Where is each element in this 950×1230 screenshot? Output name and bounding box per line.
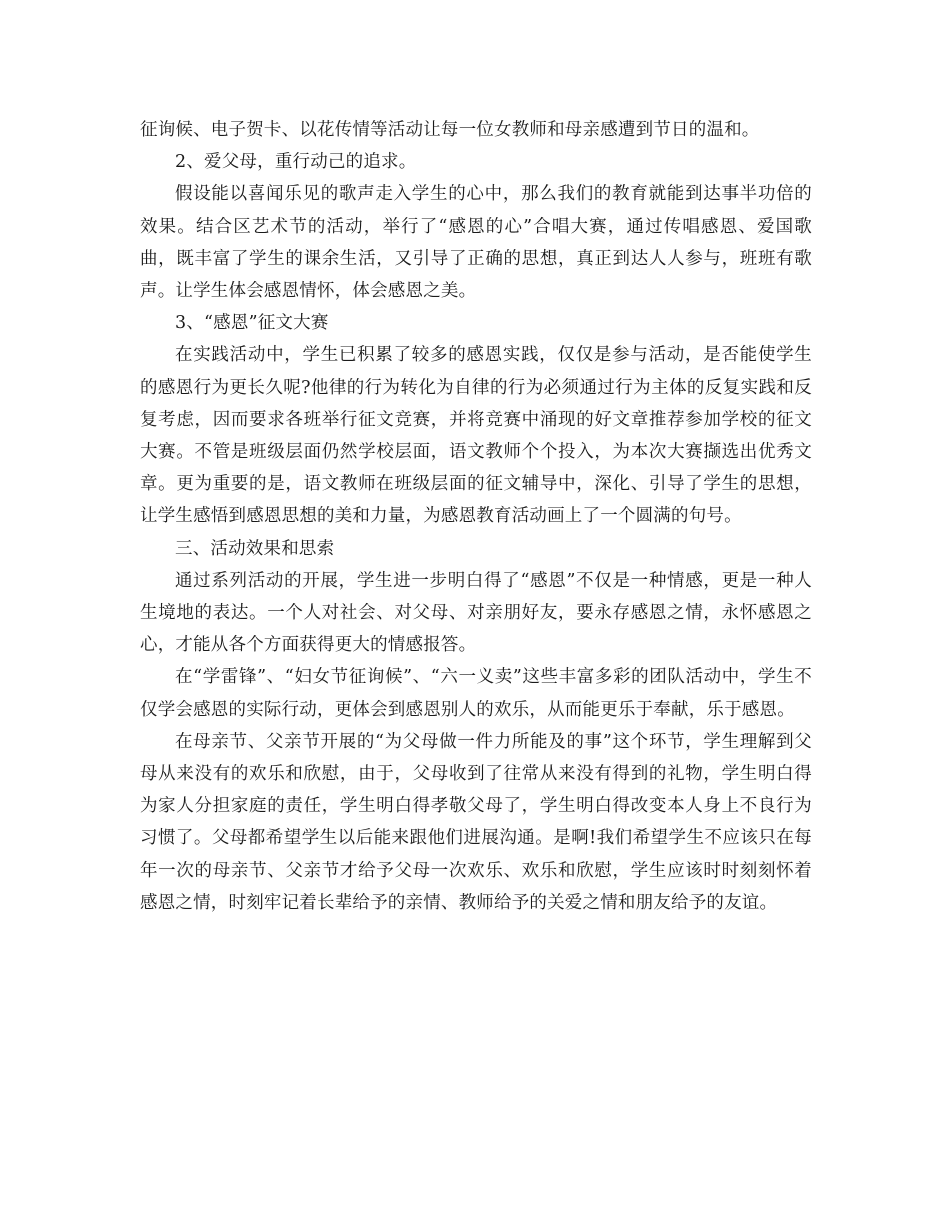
paragraph: 在母亲节、父亲节开展的“为父母做一件力所能及的事”这个环节，学生理解到父母从来没有的欢乐和欣慰，由于，父母收到了往常从来没有得到的礼物，学生明白得为家人分担家庭的责任，学生明白得孝敬父母了，学生明白得改变本人身上不良行为习惯了。父母都希望学生以后能来跟他们进展沟通。是啊!我们希望学生不应该只在每年一次的母亲节、父亲节才给予父母一次欢乐、欢乐和欣慰，学生应该时时刻刻怀着感恩之情，时刻牢记着长辈给予的亲情、教师给予的关爱之情和朋友给予的友谊。	[140, 731, 812, 913]
paragraph: 假设能以喜闻乐见的歌声走入学生的心中，那么我们的教育就能到达事半功倍的效果。结合区艺术节的活动，举行了“感恩的心”合唱大赛，通过传唱感恩、爱国歌曲，既丰富了学生的课余生活，又引导了正确的思想，真正到达人人参与，班班有歌声。让学生体会感恩情怀，体会感恩之美。	[140, 184, 812, 302]
section-heading: 三、活动效果和思索	[175, 538, 335, 559]
section-heading: 2、爱父母，重行动己的追求。	[175, 152, 417, 173]
paragraph: 在实践活动中，学生已积累了较多的感恩实践，仅仅是参与活动，是否能使学生的感恩行为更长久呢?他律的行为转化为自律的行为必须通过行为主体的反复实践和反复考虑，因而要求各班举行征文竞赛，并将竞赛中涌现的好文章推荐参加学校的征文大赛。不管是班级层面仍然学校层面，语文教师个个投入，为本次大赛撷选出优秀文章。更为重要的是，语文教师在班级层面的征文辅导中，深化、引导了学生的思想，让学生感悟到感恩思想的美和力量，为感恩教育活动画上了一个圆满的句号。	[140, 345, 812, 527]
paragraph-continued: 征询候、电子贺卡、以花传情等活动让每一位女教师和母亲感遭到节日的温和。	[140, 120, 760, 140]
paragraph: 在“学雷锋”、“妇女节征询候”、“六一义卖”这些丰富多彩的团队活动中，学生不仅学会感恩的实际行动，更体会到感恩别人的欢乐，从而能更乐于奉献，乐于感恩。	[140, 667, 812, 720]
document-body	[140, 114, 812, 919]
section-heading: 3、“感恩”征文大赛	[175, 313, 329, 334]
paragraph: 通过系列活动的开展，学生进一步明白得了“感恩”不仅是一种情感，更是一种人生境地的表达。一个人对社会、对父母、对亲朋好友，要永存感恩之情，永怀感恩之心，才能从各个方面获得更大的情感报答。	[140, 570, 812, 656]
